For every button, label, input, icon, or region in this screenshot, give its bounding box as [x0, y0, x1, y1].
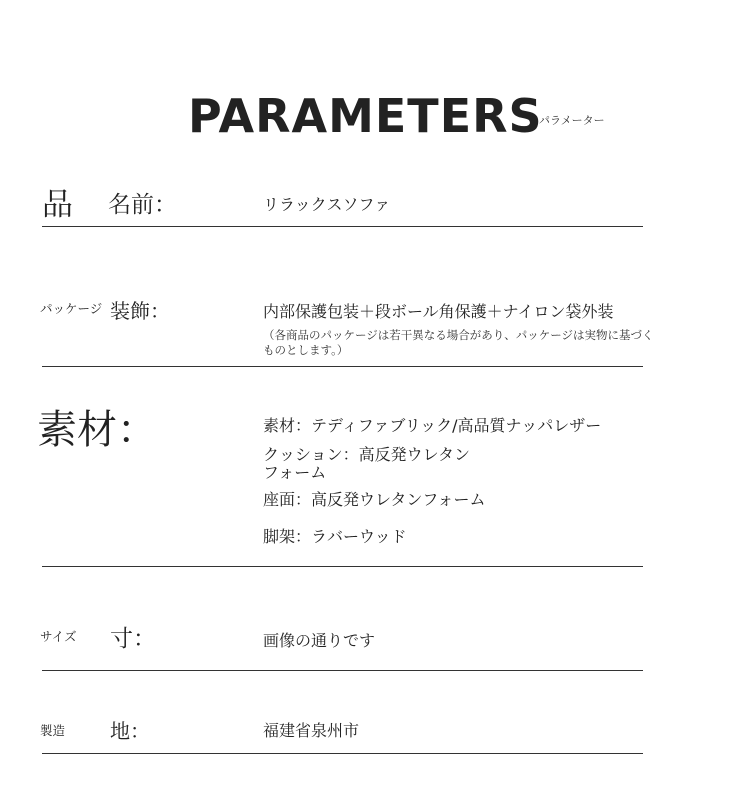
page-title: PARAMETERS	[188, 89, 543, 143]
size-value: 画像の通りです	[263, 631, 376, 650]
page-subtitle: パラメーター	[539, 114, 605, 127]
divider	[42, 566, 643, 567]
divider	[42, 670, 643, 671]
name-label-big: 品	[42, 187, 73, 223]
material-item: クッション：高反発ウレタン	[263, 445, 471, 464]
divider	[42, 366, 643, 367]
material-item: 座面：高反発ウレタンフォーム	[263, 490, 486, 509]
material-label: 素材：	[37, 407, 157, 453]
name-value: リラックスソファ	[263, 195, 391, 214]
size-label: 寸：	[110, 626, 156, 652]
material-item: 素材：テディファブリック/高品質ナッパレザー	[263, 416, 602, 435]
name-label: 名前：	[108, 192, 177, 218]
package-note: （各商品のパッケージは若干異なる場合があり、パッケージは実物に基づくものとします。）	[263, 328, 654, 357]
package-value: 内部保護包装＋段ボール角保護＋ナイロン袋外装	[263, 302, 614, 321]
material-item: フォーム	[263, 463, 327, 482]
package-label: 装飾：	[110, 299, 170, 323]
package-label-small: パッケージ	[40, 301, 103, 316]
origin-label: 地：	[110, 719, 150, 743]
divider	[42, 226, 643, 227]
origin-label-small: 製造	[40, 723, 66, 738]
material-item: 脚架：ラバーウッド	[263, 527, 407, 546]
size-label-small: サイズ	[40, 629, 77, 644]
origin-value: 福建省泉州市	[263, 721, 360, 740]
divider	[42, 753, 643, 754]
